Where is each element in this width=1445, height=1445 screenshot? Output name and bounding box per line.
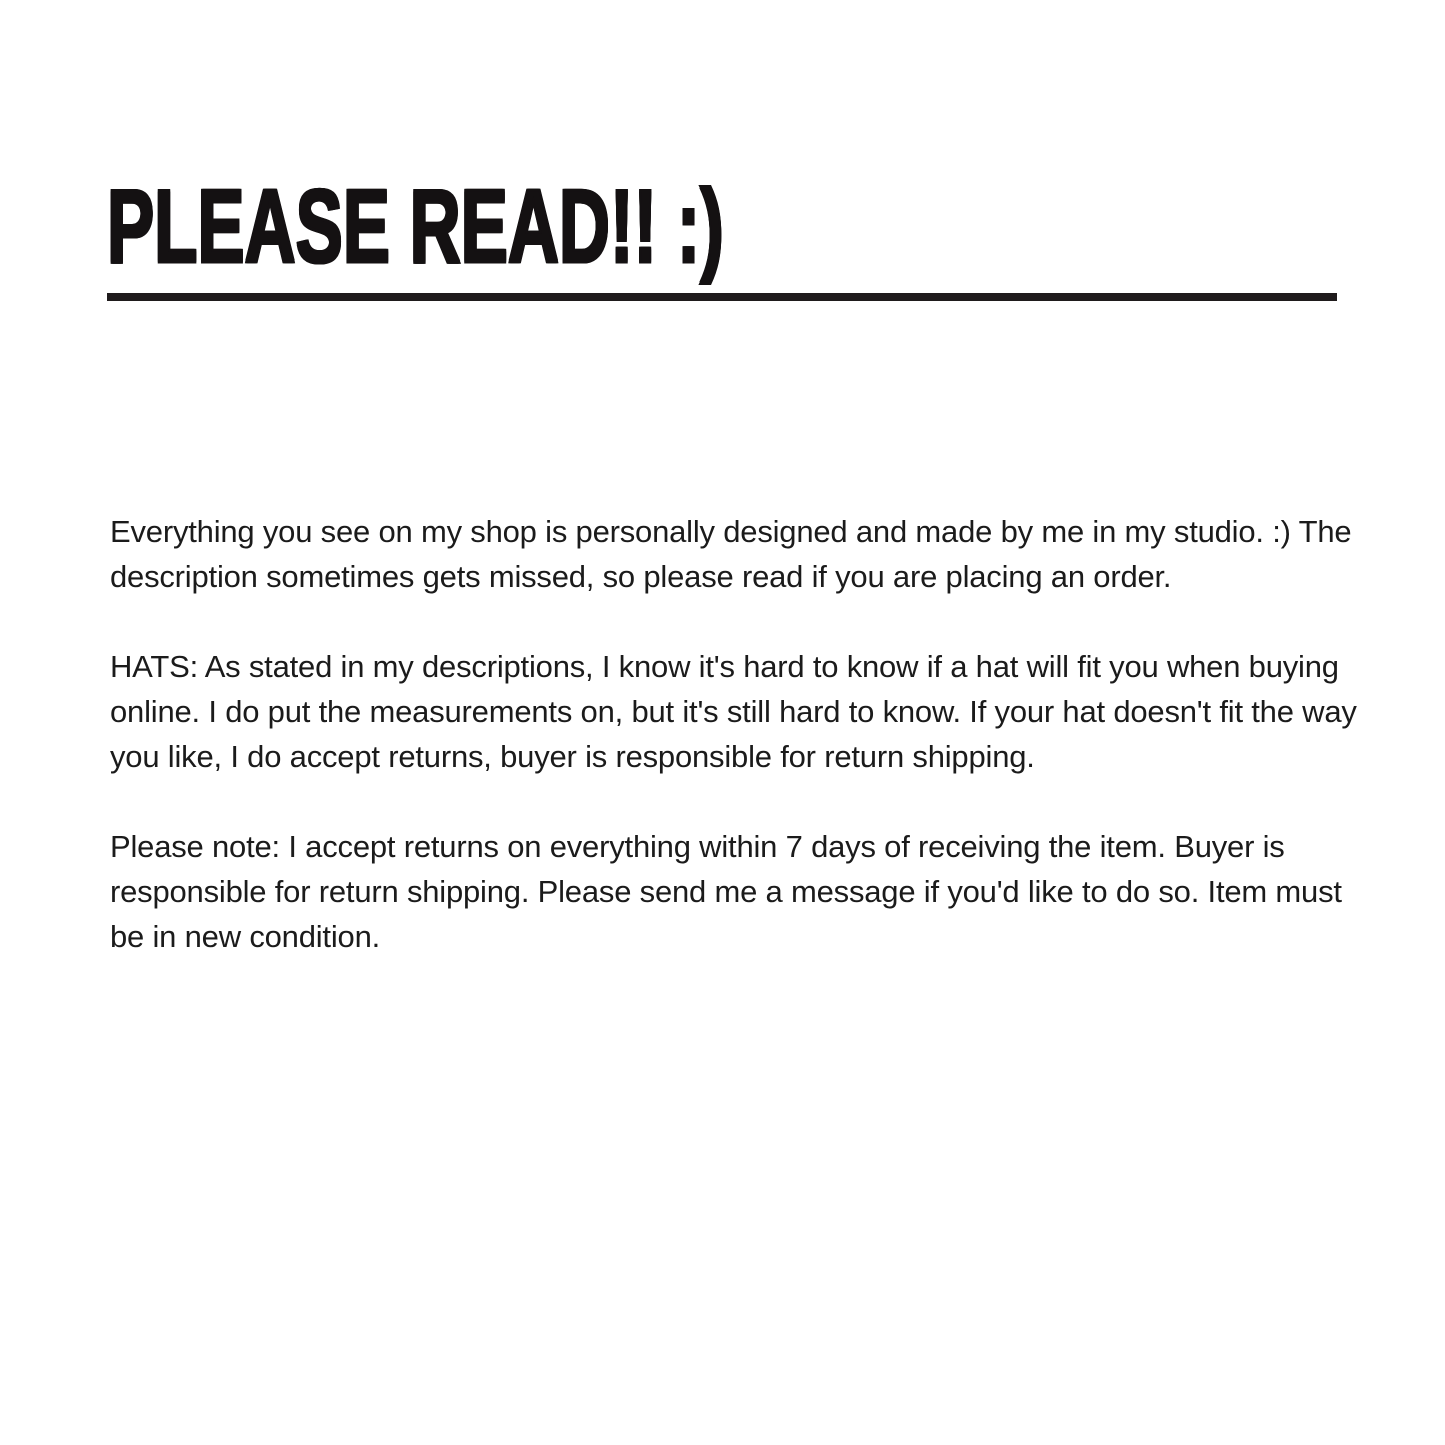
page-title: PLEASE READ!! :) <box>107 169 724 285</box>
policy-text <box>110 509 1360 959</box>
paragraph-returns-policy: Please note: I accept returns on everything within 7 days of receiving the item. Buyer is responsible for return shipping. Please send me a message if you'd like to do so. Item must be in new condition. <box>110 829 1342 954</box>
paragraph-hats-policy: HATS: As stated in my descriptions, I know it's hard to know if a hat will fit you when buying online. I do put the measurements on, but it's still hard to know. If your hat doesn't fit the way you like, I do accept returns, buyer is responsible for return shipping. <box>110 649 1357 774</box>
divider-rule <box>107 293 1337 301</box>
paragraph-intro: Everything you see on my shop is personally designed and made by me in my studio. :) The description sometimes gets missed, so please read if you are placing an order. <box>110 514 1352 594</box>
